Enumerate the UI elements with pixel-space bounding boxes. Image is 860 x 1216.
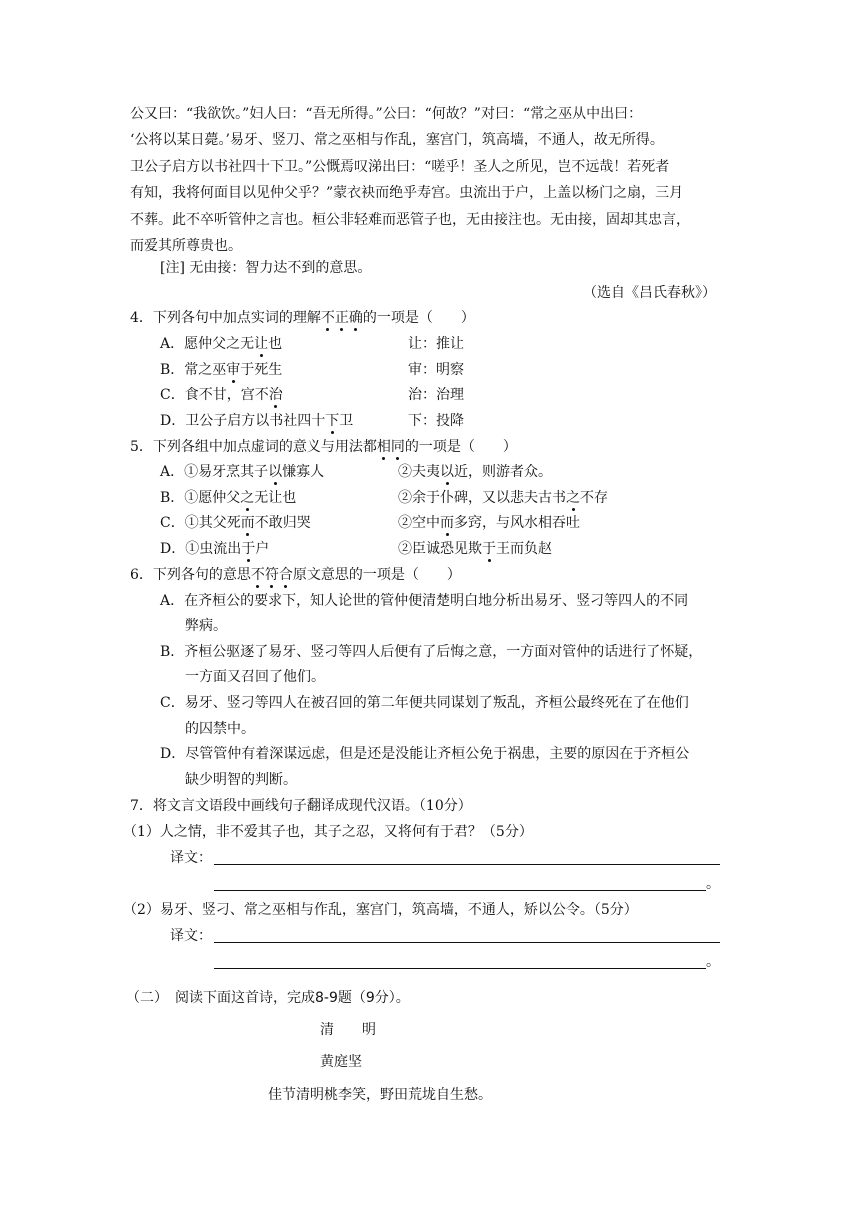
emphasis-dot-char: 确 [348,310,363,326]
passage-source: （选自《吕氏春秋》） [583,285,716,301]
question-6-stem: 6．下列各句的意思不符合原文意思的一项是（ ） [130,567,461,583]
emphasis-dot-char: 之 [240,490,255,506]
q4-option-a-gloss: 让：推让 [408,336,464,352]
passage-line: 而爱其所尊贵也。 [130,238,242,255]
q4-option-a: A．愿仲父之无让也 [160,336,283,352]
q7-sub-1: （1）人之情，非不爱其子也，其子之忍，又将何有于君？（5分） [123,824,533,840]
passage-line: 有知，我将何面目以见仲父乎？”蒙衣袂而绝乎寿宫。虫流出于户，上盖以杨门之扇，三月 [130,185,684,202]
emphasis-dot-char: 而 [240,515,255,531]
emphasis-dot-char: 相 [376,439,391,455]
q7-sub-2: （2）易牙、竖刁、常之巫相与作乱，塞宫门，筑高墙，不通人，矫以公令。（5分） [123,902,638,918]
answer-period: 。 [706,876,720,892]
q6-option-d-cont: 缺少明智的判断。 [185,772,297,788]
answer-line[interactable] [214,890,706,891]
passage-line: 公又曰：“我欲饮。”妇人曰：“吾无所得。”公曰：“何故？”对曰：“常之巫从中出曰： [130,106,643,122]
q4-option-c-gloss: 治：治理 [408,387,464,403]
question-7-stem: 7．将文言文语段中画线句子翻译成现代汉语。（10分） [130,798,472,814]
passage-line: 不葬。此不卒听管仲之言也。桓公非轻难而恶管子也，无由接注也。无由接，固却其忠言， [130,211,690,228]
answer-line[interactable] [214,864,720,865]
passage-text [130,101,730,259]
emphasis-dot-char: 治 [268,387,283,403]
q6-option-c-cont: 的囚禁中。 [185,721,255,737]
q5-option-b-1: B．①愿仲父之无让也 [160,490,297,506]
emphasis-dot-char: 下 [325,413,340,429]
section-2-intro: （二） 阅读下面这首诗，完成8-9题（9分）。 [126,990,410,1006]
q4-option-d: D．卫公子启方以书社四十下卫 [160,413,354,429]
emphasis-dot-char: 以 [440,464,454,480]
emphasis-dot-char: 以 [268,464,283,480]
emphasis-dot-char: 不 [250,567,265,583]
q4-option-b: B．常之巫审于死生 [160,362,283,378]
q6-option-b-cont: 一方面又召回了他们。 [185,669,325,685]
question-4-stem: 4．下列各句中加点实词的理解不正确的一项是（ ） [130,310,475,326]
emphasis-dot-char: 审 [226,362,241,378]
emphasis-dot-char: 而 [440,515,454,531]
q6-option-a-cont: 弊病。 [185,618,227,634]
q5-option-b-2: ②余于仆碑，又以悲夫古书之不存 [398,490,608,506]
emphasis-dot-char: 符 [264,567,279,583]
emphasis-dot-char: 让 [254,336,269,352]
poem-author: 黄庭坚 [320,1054,362,1070]
q6-option-b: B．齐桓公驱逐了易牙、竖刁等四人后便有了后悔之意，一方面对管仲的话进行了怀疑， [160,644,703,660]
answer-line[interactable] [214,968,706,969]
emphasis-dot-char: 于 [241,541,256,557]
q5-option-c-1: C．①其父死而不敢归哭 [160,515,311,531]
q5-option-d-1: D．①虫流出于户 [160,541,270,557]
q5-option-c-2: ②空中而多窍，与风水相吞吐 [398,515,580,531]
q6-option-c: C．易牙、竖刁等四人在被召回的第二年便共同谋划了叛乱，齐桓公最终死在了在他们 [160,695,689,711]
q6-option-d: D．尽管管仲有着深谋远虑，但是还是没能让齐桓公免于祸患，主要的原因在于齐桓公 [160,746,690,762]
q7-answer-label-2: 译文： [170,928,212,944]
emphasis-dot-char: 不 [320,310,335,326]
answer-line[interactable] [214,942,720,943]
passage-note: [注] 无由接：智力达不到的意思。 [160,260,372,276]
emphasis-dot-char: 正 [334,310,349,326]
q4-option-b-gloss: 审：明察 [408,362,464,378]
emphasis-dot-char: 于 [482,541,496,557]
q5-option-a-2: ②夫夷以近，则游者众。 [398,464,552,480]
q4-option-d-gloss: 下：投降 [408,413,464,429]
q5-option-a-1: A．①易牙烹其子以慊寡人 [160,464,325,480]
passage-line: ‘公将以某日薨。’易牙、竖刀、常之巫相与作乱，塞宫门，筑高墙，不通人，故无所得。 [130,132,664,149]
answer-period: 。 [706,954,720,970]
emphasis-dot-char: 同 [390,439,405,455]
passage-line: 卫公子启方以书社四十下卫。”公慨焉叹涕出曰：“嗟乎！圣人之所见，岂不远哉！若死者 [130,158,670,175]
emphasis-dot-char: 之 [566,490,580,506]
q7-answer-label-1: 译文： [170,850,212,866]
emphasis-dot-char: 合 [278,567,293,583]
q4-option-c: C．食不甘，宫不治 [160,387,283,403]
poem-title: 清 明 [320,1022,376,1038]
q6-option-a: A．在齐桓公的要求下，知人论世的管仲便清楚明白地分析出易牙、竖刁等四人的不同 [160,593,689,609]
question-5-stem: 5．下列各组中加点虚词的意义与用法都相同的一项是（ ） [130,439,517,455]
q5-option-d-2: ②臣诚恐见欺于王而负赵 [398,541,552,557]
poem-line: 佳节清明桃李笑，野田荒垅自生愁。 [268,1087,492,1103]
